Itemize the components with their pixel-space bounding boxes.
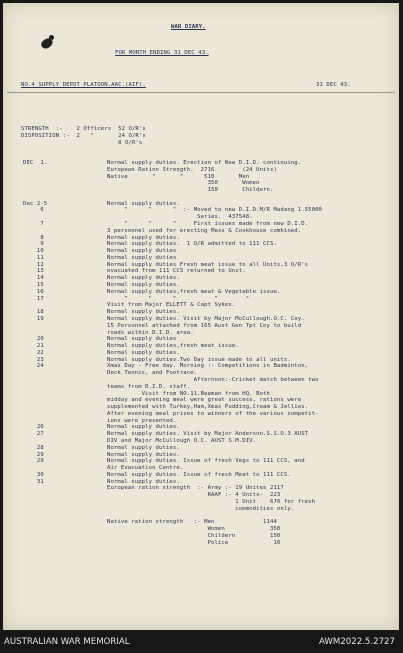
entry-text: RAAF :- 4 Units- 223 bbox=[107, 492, 281, 499]
entry-text: Normal supply duties. bbox=[107, 349, 180, 356]
entry-text: roads within D.I.D. area. bbox=[107, 329, 194, 336]
entry-text: " " " :- Moved to new D.I.D.M/R Madang 1.S5000 bbox=[107, 207, 322, 214]
entry-date: 11 bbox=[23, 254, 44, 261]
footer-bar bbox=[0, 632, 403, 653]
entry-text: " " " First issues made from new D.I.D. bbox=[107, 221, 309, 228]
month-ending: FOR MONTH ENDING 31 DEC 43. bbox=[115, 50, 209, 56]
entry-text: Visit from NO.11.Beeman from HQ. Both bbox=[107, 390, 270, 397]
entry-text: 150 Childern. bbox=[107, 187, 274, 194]
entry-text: 3 personnel used for erecting Mess & Cookhouse combined. bbox=[107, 227, 302, 234]
entry-text: teams from D.I.D. staff. bbox=[107, 383, 191, 390]
entry-text: Normal supply duties. Issue of fresh Meat to 111 CCS. bbox=[107, 471, 291, 478]
entry-text: Normal supply duties. bbox=[107, 275, 180, 282]
entry-text: evacuated from 111 CCS returned to Unit. bbox=[107, 268, 246, 275]
entry-date: 12 bbox=[23, 261, 44, 268]
entry-date: 21 bbox=[23, 343, 44, 350]
entry-date: 17 bbox=[23, 295, 44, 302]
entry-text: 350 Women bbox=[107, 180, 260, 187]
entry-text: Normal supply duties bbox=[107, 254, 177, 261]
entry-text: " " " " " bbox=[107, 295, 250, 302]
entry-text: Xmas Day - Free day. Morning :- Competitions in Badminton, bbox=[107, 363, 309, 370]
entry-text: Normal supply duties. bbox=[107, 282, 180, 289]
document-page bbox=[3, 3, 399, 630]
strength-line-3: 8 O/R's bbox=[21, 140, 143, 146]
entry-text: Normal supply duties. bbox=[107, 478, 180, 485]
entry-date: 20 bbox=[23, 336, 44, 343]
entry-date: 13 bbox=[23, 268, 44, 275]
entry-text: European ration strength :- Army :- 19 Unites 2117 bbox=[107, 485, 284, 492]
entry-text: supplemented with Turkey,Ham,Xmas Pudding,Cream & Jellies. bbox=[107, 404, 309, 411]
entry-date: DEC 1. bbox=[23, 160, 48, 166]
entry-text: Normal supply duties. Issue of fresh Vegs to 111 CCS, and bbox=[107, 458, 305, 465]
entry-text: Normal supply duties. Visit by Major Anderson.S.S.O.3 AUST bbox=[107, 431, 309, 438]
entry-date: 31 bbox=[23, 478, 44, 485]
entry-text: Normal supply duties. Erection of New D.I.D. continuing. bbox=[107, 160, 302, 166]
entry-text: Normal supply duties. Visit by Major McCullough.O.C. Coy. bbox=[107, 315, 305, 322]
diary-title: WAR DIARY. bbox=[171, 24, 206, 30]
entry-text: DIV and Major McCullough O.C. AUST S.M.DIV. bbox=[107, 437, 257, 444]
entry-date: 22 bbox=[23, 349, 44, 356]
entry-text: Women 350 bbox=[107, 526, 281, 533]
entry-date: 10 bbox=[23, 248, 44, 255]
entry-text: Normal supply duties. bbox=[107, 309, 180, 316]
entry-text: Normal supply duties bbox=[107, 336, 177, 343]
entry-date: 19 bbox=[23, 315, 44, 322]
entry-date: 29 bbox=[23, 451, 44, 458]
entry-text: Native " " 510 Men bbox=[107, 173, 250, 180]
entry-date: 14 bbox=[23, 275, 44, 282]
entry-text: Series. 437548. bbox=[107, 214, 253, 221]
entry-text: Normal supply duties. 1 O/R admitted to 111 CCS. bbox=[107, 241, 277, 248]
entry-date: 24 bbox=[23, 363, 44, 370]
entry-text: Normal supply duties. bbox=[107, 234, 180, 241]
entry-text: ions were presented. bbox=[107, 417, 177, 424]
entry-date: 26 bbox=[23, 424, 44, 431]
entry-date: 9 bbox=[23, 241, 44, 248]
entry-text: commodities only. bbox=[107, 505, 295, 512]
entry-text: midday and evening meal were great success, rations were bbox=[107, 397, 302, 404]
entry-date: 27 bbox=[23, 431, 44, 438]
entry-date: 16 bbox=[23, 288, 44, 295]
unit-name: NO.4 SUPPLY DEPOT PLATOON.AAC.(AIF). bbox=[21, 82, 146, 88]
footer-accession: AWM2022.5.2727 bbox=[319, 637, 395, 647]
entry-date: 28 bbox=[23, 444, 44, 451]
entry-text: Native ration strength :- Men 1144 bbox=[107, 519, 277, 526]
entry-text: Normal supply duties. bbox=[107, 200, 180, 207]
strength-line-1: STRENGTH :- 2 Officers 52 O/R's bbox=[21, 126, 146, 132]
entry-text: European Ration Strength. 2716 (24 Units) bbox=[107, 166, 277, 173]
entry-text: Air Evacuation Centre. bbox=[107, 465, 184, 472]
header-rule bbox=[7, 92, 395, 93]
entry-date: 8 bbox=[23, 234, 44, 241]
entry-text: Normal supply duties,fresh meat & Vegetable issue. bbox=[107, 288, 281, 295]
entry-date: 23 bbox=[23, 356, 44, 363]
entry-text: Normal supply duties bbox=[107, 248, 177, 255]
entry-date: 30 bbox=[23, 471, 44, 478]
entry-date: 7 bbox=[23, 221, 44, 228]
entry-text: Normal supply duties Fresh meat issue to all Units,3 O/R's bbox=[107, 261, 309, 268]
entry-date: 6 bbox=[23, 207, 44, 214]
entry-text: Normal supply duties.Two Day issue made to all units. bbox=[107, 356, 291, 363]
strength-line-2: DISPOSITION :- 2 " 24 O/R's bbox=[21, 133, 146, 139]
entry-text: Visit from Major ELLETT & Capt Sykes. bbox=[107, 302, 236, 309]
entry-text: 1 Unit 670 for fresh bbox=[107, 499, 316, 505]
entry-text: Normal supply duties. bbox=[107, 444, 180, 451]
entry-text: Afternoon:-Cricket match between two bbox=[107, 376, 319, 383]
entry-text: Police 10 bbox=[107, 539, 281, 546]
entry-text: Normal supply duties. bbox=[107, 424, 180, 431]
footer-credit: AUSTRALIAN WAR MEMORIAL bbox=[4, 637, 130, 647]
entry-text: Deck Tennis, and Footrace. bbox=[107, 370, 198, 377]
entry-date: 29 bbox=[23, 458, 44, 465]
entry-text: Normal supply duties. bbox=[107, 451, 180, 458]
entry-text: 15 Personnel attached from 165 Aust Gen Tpt Coy to build bbox=[107, 322, 302, 329]
entry-text: Childern 150 bbox=[107, 532, 281, 539]
ink-dot bbox=[49, 35, 54, 40]
entry-date: Dec 2-5 bbox=[23, 200, 48, 207]
entry-date: 18 bbox=[23, 309, 44, 316]
entry-text: After evening meal prizes to winners of the various competit- bbox=[107, 410, 319, 417]
diary-date: 31 DEC 43. bbox=[316, 82, 351, 88]
entry-text: Normal supply duties,fresh meat issue. bbox=[107, 343, 239, 350]
entry-date: 15 bbox=[23, 282, 44, 289]
